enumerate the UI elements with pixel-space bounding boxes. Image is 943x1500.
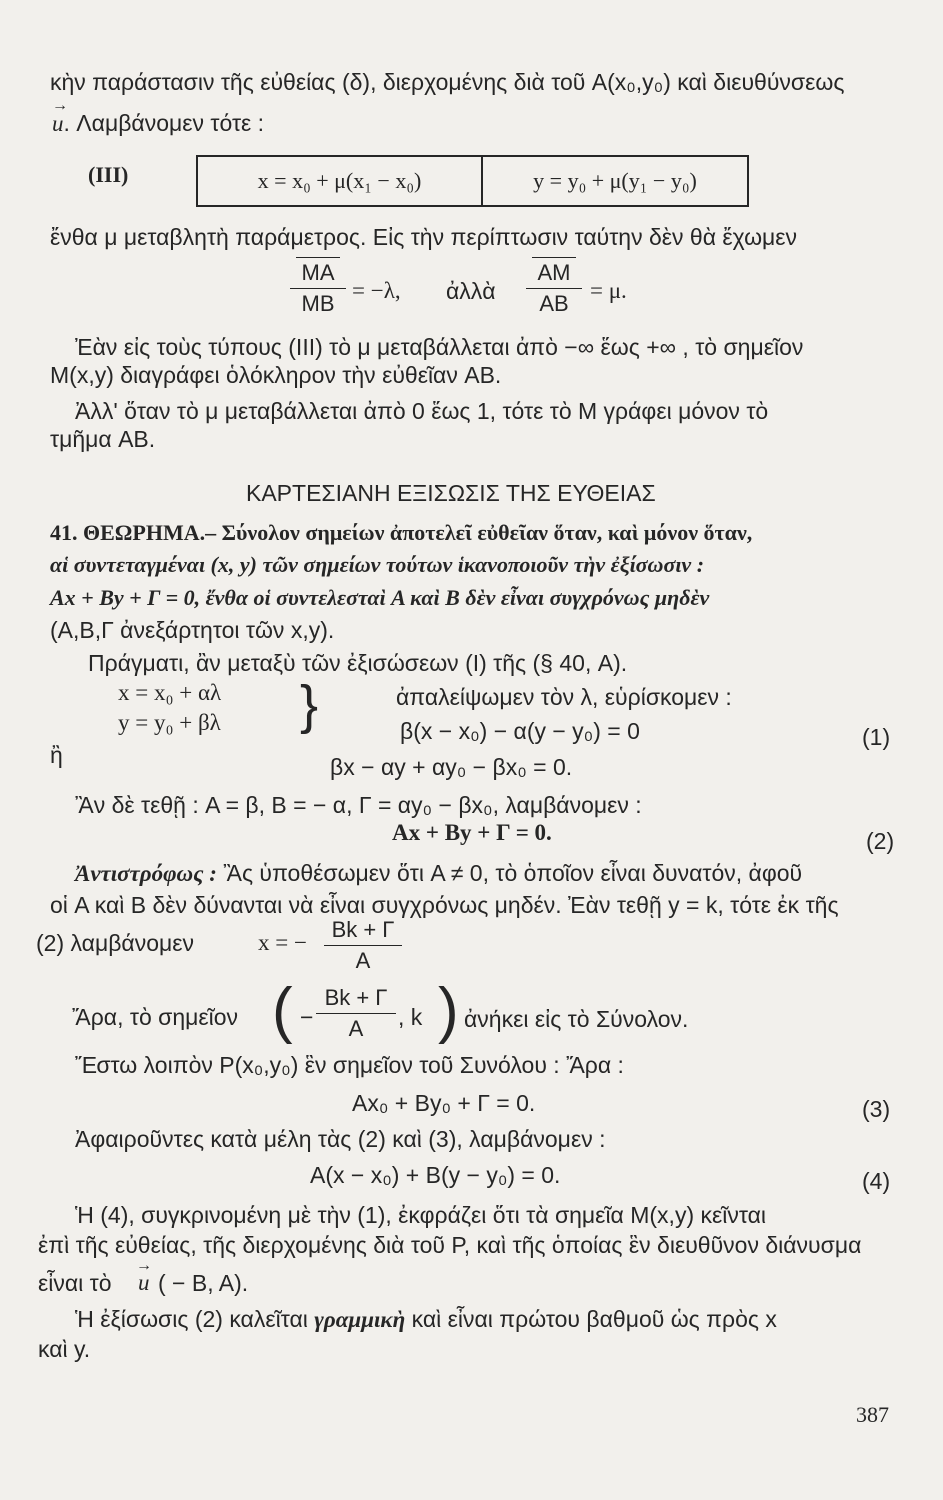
- text-fragment: Ἡ ἐξίσωσις (2) καλεῖται: [75, 1306, 308, 1332]
- formula-y: y = y₀ + μ(y₁ − y₀): [533, 168, 697, 193]
- brace-icon: }: [300, 675, 319, 735]
- frac-den: A: [348, 1016, 364, 1041]
- text-line: τμῆμα AB.: [50, 426, 156, 452]
- paren-right-icon: ): [438, 976, 459, 1045]
- text-fragment: Ἂς ὑποθέσωμεν ὅτι A ≠ 0, τὸ ὁποῖον εἶναι δυνατόν, ἀφοῦ: [216, 860, 803, 886]
- text-fragment: Ἄρα, τὸ σημεῖον: [72, 1004, 239, 1030]
- frac-num: MA: [301, 260, 335, 285]
- text-line: Ἐὰν εἰς τοὺς τύπους (III) τὸ μ μεταβάλλεται ἀπὸ −∞ ἕως +∞ , τὸ σημεῖον: [75, 334, 804, 360]
- text-fragment: ἢ: [50, 742, 63, 768]
- term-linear: γραμμικὴ: [314, 1307, 406, 1332]
- equation: Ax₀ + By₀ + Γ = 0.: [352, 1090, 536, 1116]
- theorem-line: αἱ συντεταγμέναι (x, y) τῶν σημείων τούτων ἱκανοποιοῦν τὴν ἐξίσωσιν :: [50, 552, 705, 577]
- text-line: Ἔστω λοιπὸν P(x₀,y₀) ἓν σημεῖον τοῦ Συνόλου : Ἄρα :: [75, 1052, 624, 1078]
- equation: Ax + By + Γ = 0.: [392, 820, 552, 845]
- vector-arrow-icon: →: [136, 1257, 152, 1274]
- text-fragment: ἀλλὰ: [446, 278, 496, 304]
- equation-part: x = −: [258, 930, 307, 955]
- equation: βx − αy + αy₀ − βx₀ = 0.: [330, 754, 573, 780]
- fraction-am-ab: [526, 257, 582, 318]
- equation-number: (2): [866, 828, 895, 854]
- text-line: ἐπὶ τῆς εὐθείας, τῆς διερχομένης διὰ τοῦ P, καὶ τῆς ὁποίας ἓν διευθῦνον διάνυσμα: [38, 1232, 862, 1258]
- theorem-line: Ax + By + Γ = 0, ἔνθα οἱ συντελεσταὶ A καὶ B δὲν εἶναι συγχρόνως μηδὲν: [50, 585, 710, 610]
- converse-label: Ἀντιστρόφως :: [75, 861, 217, 886]
- text-line: Ἀφαιροῦντες κατὰ μέλη τὰς (2) καὶ (3), λαμβάνομεν :: [75, 1126, 606, 1152]
- text-line: Ἀλλ' ὅταν τὸ μ μεταβάλλεται ἀπὸ 0 ἕως 1, τότε τὸ M γράφει μόνον τὸ: [75, 398, 769, 424]
- paren-left-icon: (: [272, 976, 293, 1045]
- vector-u: u: [52, 111, 64, 136]
- text-line: [52, 108, 264, 139]
- page-number: 387: [856, 1402, 889, 1427]
- text-line: ἔνθα μ μεταβλητὴ παράμετρος. Εἰς τὴν περίπτωσιν ταύτην δὲν θὰ ἔχωμεν: [50, 224, 798, 250]
- theorem-line: 41. ΘΕΩΡΗΜΑ.– Σύνολον σημείων ἀποτελεῖ εὐθεῖαν ὅταν, καὶ μόνον ὅταν,: [50, 520, 753, 545]
- fraction-ma-mb: [290, 257, 346, 318]
- section-heading: ΚΑΡΤΕΣΙΑΝΗ ΕΞΙΣΩΣΙΣ ΤΗΣ ΕΥΘΕΙΑΣ: [246, 480, 656, 506]
- text-line: ἀπαλείψωμεν τὸν λ, εὑρίσκομεν :: [396, 684, 732, 710]
- equation-part: = −λ,: [352, 278, 401, 303]
- frac-num: Bk + Γ: [324, 985, 388, 1010]
- text-fragment: καὶ εἶναι πρώτου βαθμοῦ ὡς πρὸς x: [411, 1306, 777, 1332]
- frac-den: AB: [539, 291, 569, 316]
- frac-num: Bk + Γ: [331, 917, 395, 942]
- text-fragment: εἶναι τὸ: [38, 1270, 112, 1296]
- text-line: καὶ y.: [38, 1336, 91, 1362]
- equation: A(x − x₀) + B(y − y₀) = 0.: [310, 1162, 561, 1188]
- text-line: κὴν παράστασιν τῆς εὐθείας (δ), διερχομένης διὰ τοῦ A(x₀,y₀) καὶ διευθύνσεως: [50, 69, 845, 95]
- formula-x: x = x₀ + μ(x₁ − x₀): [257, 168, 422, 193]
- text-line: M(x,y) διαγράφει ὁλόκληρον τὴν εὐθεῖαν AB.: [50, 362, 502, 388]
- text-line: Ἂν δὲ τεθῇ : A = β, B = − α, Γ = αy₀ − βx₀, λαμβάνομεν :: [75, 792, 642, 818]
- text-line: Ἡ (4), συγκρινομένη μὲ τὴν (1), ἐκφράζει ὅτι τὰ σημεῖα M(x,y) κεῖνται: [75, 1202, 767, 1228]
- text-line: [75, 858, 802, 889]
- equation-number: (1): [862, 724, 891, 750]
- vector-arrow-icon: →: [52, 97, 68, 114]
- text-line: (A,B,Γ ἀνεξάρτητοι τῶν x,y).: [50, 617, 335, 643]
- frac-den: A: [355, 948, 371, 973]
- equation-part: −: [300, 1004, 314, 1030]
- fraction-bk-gamma: [316, 984, 396, 1043]
- text-line: [75, 1304, 777, 1335]
- text-line: οἱ A καὶ B δὲν δύνανται νὰ εἶναι συγχρόνως μηδέν. Ἐὰν τεθῇ y = k, τότε ἐκ τῆς: [50, 892, 839, 918]
- fraction-bk-gamma: [324, 916, 402, 975]
- formula-label: (III): [88, 162, 129, 187]
- text-fragment: . Λαμβάνομεν τότε :: [63, 110, 265, 136]
- text-fragment: ( − B, A).: [158, 1270, 249, 1296]
- equation-number: (3): [862, 1096, 891, 1122]
- text-fragment: (2) λαμβάνομεν: [36, 930, 195, 956]
- equation-number: (4): [862, 1168, 891, 1194]
- text-line: Πράγματι, ἂν μεταξὺ τῶν ἐξισώσεων (I) τῆς (§ 40, A).: [88, 650, 628, 676]
- vector-u: u: [138, 1270, 150, 1295]
- equation-part: = μ.: [590, 278, 627, 303]
- equation: β(x − x₀) − α(y − y₀) = 0: [400, 718, 640, 744]
- formula-box: [196, 155, 749, 207]
- system-eq: x = x₀ + αλ: [118, 680, 222, 705]
- frac-num: AM: [537, 260, 571, 285]
- equation-part: , k: [398, 1004, 423, 1030]
- text-fragment: ἀνήκει εἰς τὸ Σύνολον.: [464, 1006, 689, 1032]
- frac-den: MB: [301, 291, 335, 316]
- system-eq: y = y₀ + βλ: [118, 710, 221, 735]
